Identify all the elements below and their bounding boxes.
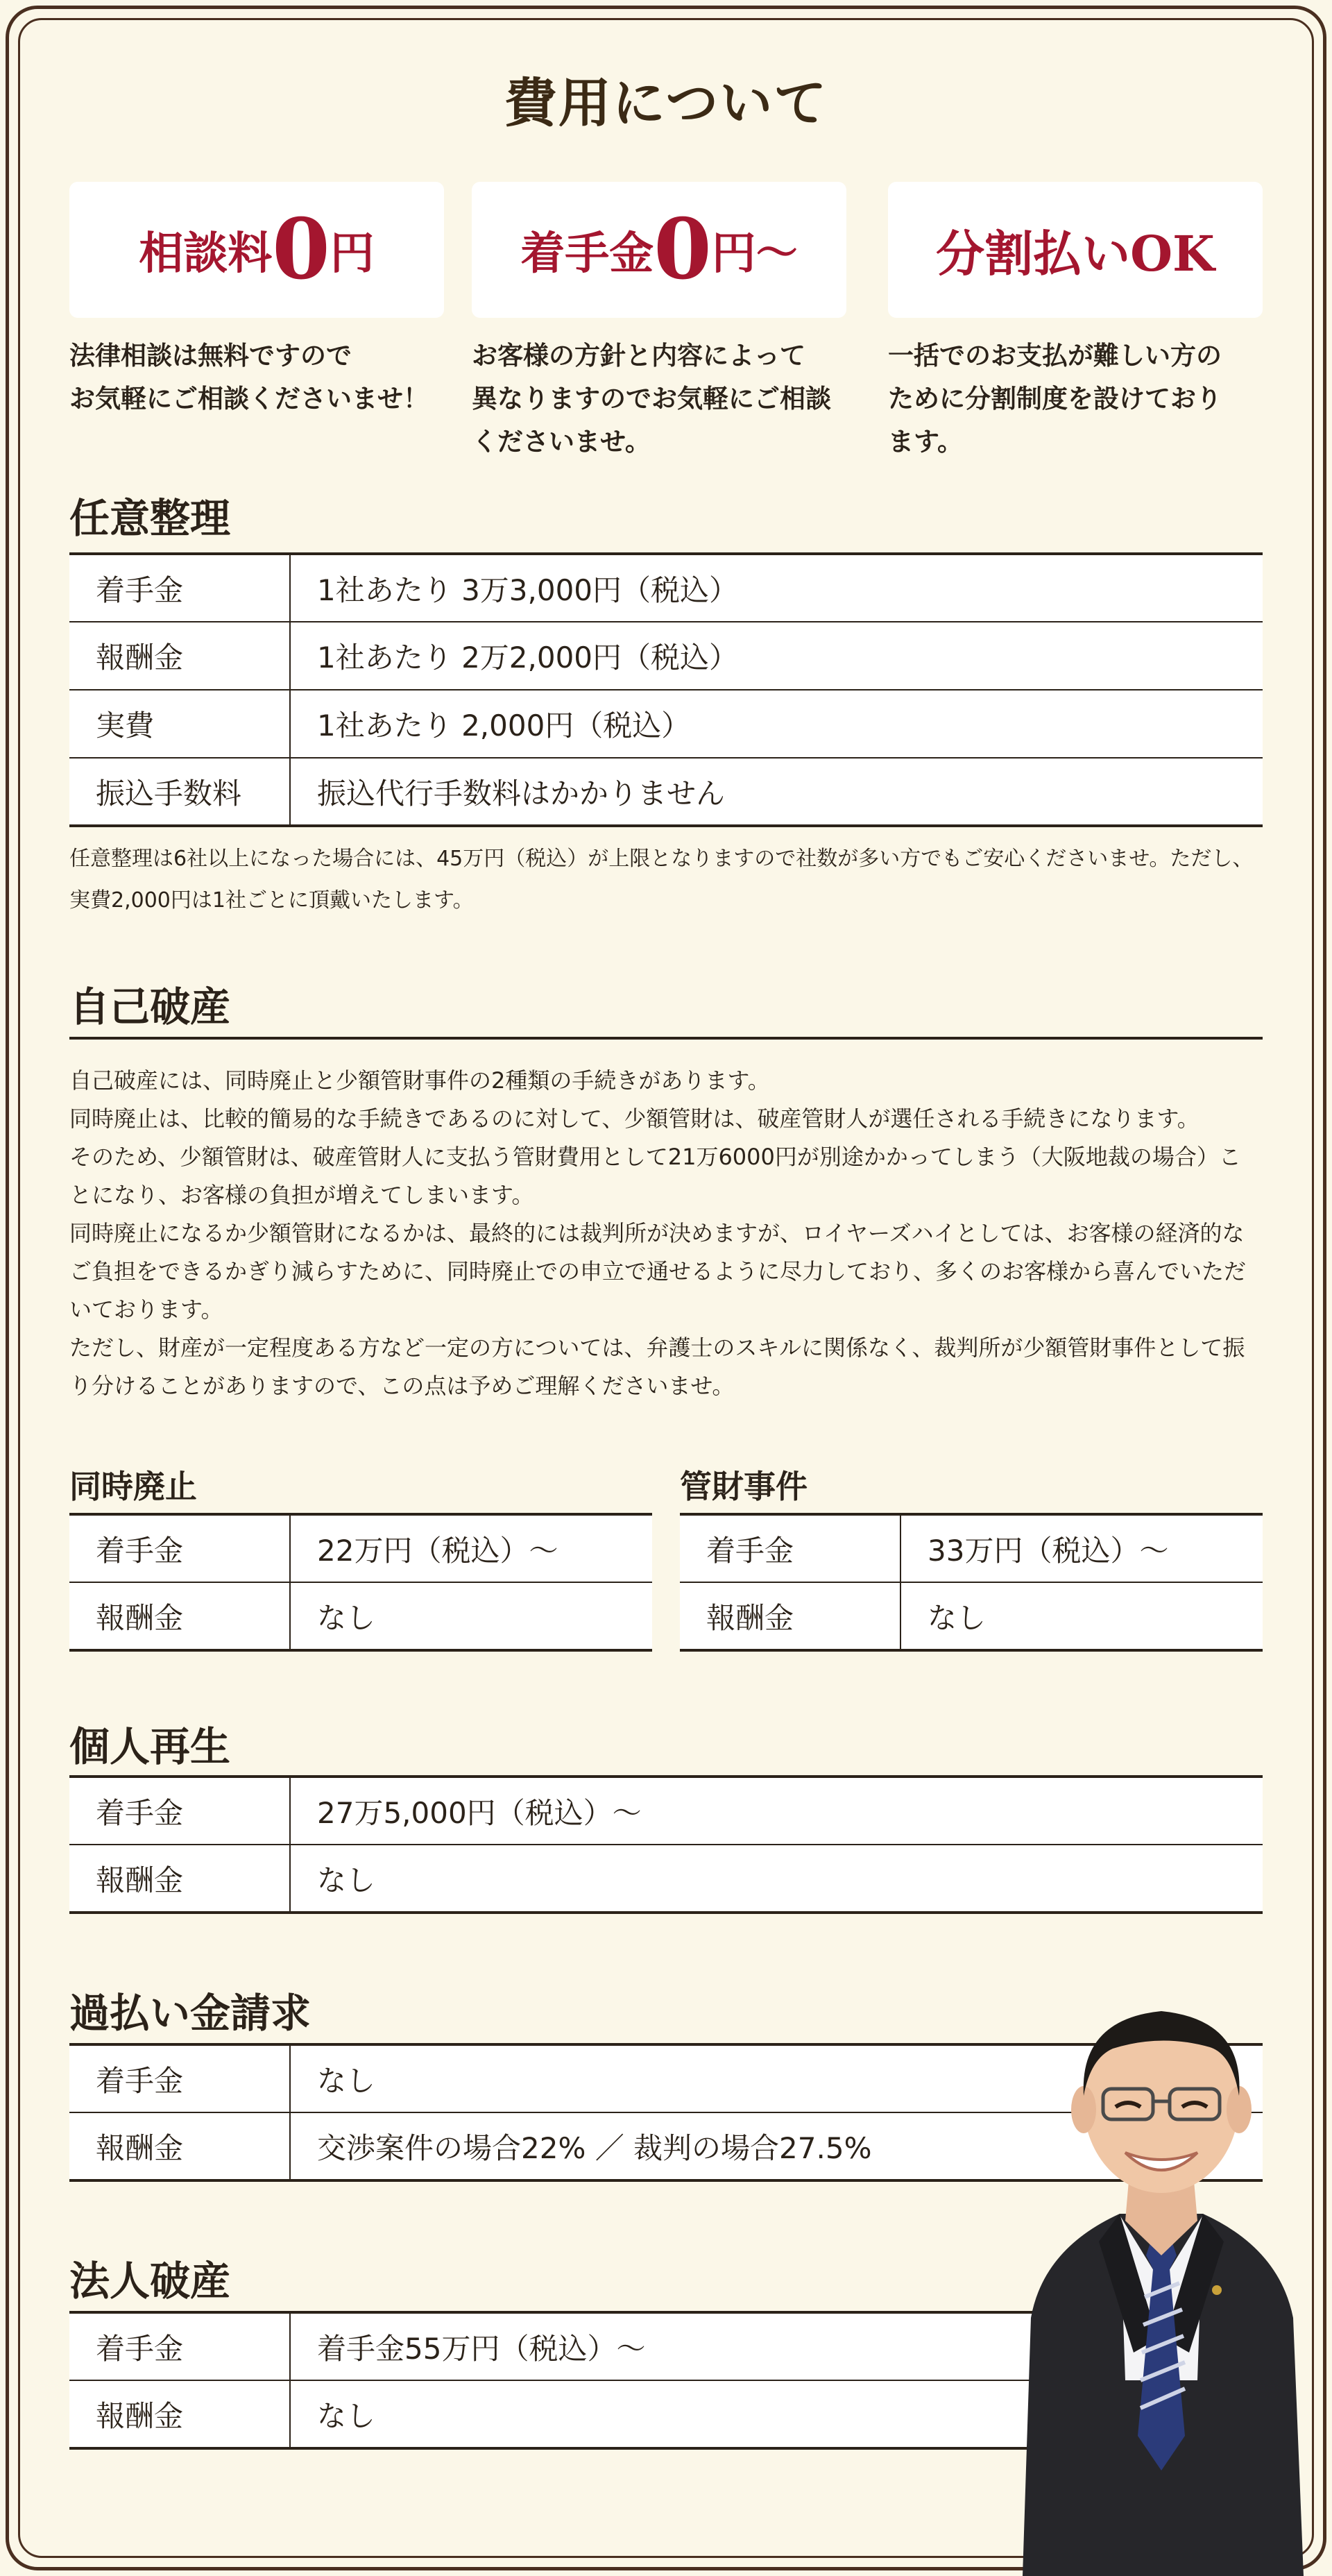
fee-table-kojin [69,1775,1263,1914]
row-value: なし [290,1582,652,1650]
row-value: 1社あたり 2万2,000円（税込） [290,622,1263,690]
row-value: 27万5,000円（税込）〜 [317,1795,642,1830]
paragraph: ただし、財産が一定程度ある方など一定の方については、弁護士のスキルに関係なく、裁判所が少額管財事件として振り分けることがありますので、この点は予めご理解くださいませ。 [69,1334,1245,1400]
row-label: 報酬金 [680,1582,900,1650]
table-row [69,758,1263,826]
table-row [69,554,1263,622]
nini-note: 任意整理は6社以上になった場合には、45万円（税込）が上限となりますので社数が多い方でもご安心くださいませ。ただし、実費2,000円は1社ごとに頂戴いたします。 [69,847,1254,913]
row-label: 報酬金 [69,622,290,690]
row-label: 着手金 [69,1514,290,1582]
lapel-pin [1212,2285,1222,2295]
feature-installments [888,182,1263,464]
row-value: 1社あたり 2,000円（税込） [290,690,1263,758]
row-value: なし [317,2063,376,2098]
fee-table-nini [69,552,1263,827]
feature-description-text: 一括でのお支払が難しい方の ために分割制度を設けており ます。 [888,341,1222,457]
feature-description [888,334,1263,464]
table-row [69,622,1263,690]
section-heading-nini: 任意整理 [69,495,231,542]
feature-zero-retainer [472,182,846,464]
row-value: なし [900,1582,1263,1650]
feature-number: 0 [272,201,330,298]
row-label: 着手金 [680,1514,900,1582]
jiko-explanation [69,1062,1263,1405]
section-heading-houjin: 法人破産 [69,2257,231,2305]
feature-tilde: 〜 [755,229,798,278]
row-value: なし [290,1845,1263,1913]
table-row [680,1582,1263,1650]
feature-label: 着手金 [520,228,654,280]
feature-free-consultation [69,182,444,421]
row-label: 実費 [69,690,290,758]
row-label: 報酬金 [69,2112,290,2180]
row-value: 1社あたり 3万3,000円（税込） [317,573,739,607]
feature-description-text: 法律相談は無料ですので お気軽にご相談くださいませ！ [69,341,429,414]
row-label: 振込手数料 [69,758,290,826]
lawyer-portrait [1016,1992,1307,2576]
row-label: 着手金 [69,554,290,622]
paragraph: 同時廃止になるか少額管財になるかは、最終的には裁判所が決めますが、ロイヤーズハイとしては、お客様の経済的なご負担をできるかぎり減らすために、同時廃止での申立で通せるように尽力しており、多くのお客様から喜んでいただいております。 [69,1220,1247,1323]
row-value: 33万円（税込）〜 [928,1533,1169,1568]
row-value: なし [290,2380,1263,2448]
row-value: 着手金55万円（税込）〜 [317,2331,646,2366]
feature-label: 相談料 [139,228,273,280]
table-row [69,1777,1263,1845]
feature-box [472,182,846,318]
feature-unit: 円 [711,228,756,280]
subheading-kanzai: 管財事件 [680,1468,808,1505]
paragraph: 自己破産には、同時廃止と少額管財事件の2種類の手続きがあります。 [69,1067,770,1094]
table-row [680,1514,1263,1582]
table-row [69,690,1263,758]
section-heading-kabarai: 過払い金請求 [69,1990,311,2037]
row-label: 着手金 [69,1777,290,1845]
section-heading-kojin: 個人再生 [69,1723,231,1770]
feature-description [69,334,444,421]
table-row [69,1582,652,1650]
row-value: 22万円（税込）〜 [317,1533,558,1568]
feature-box [888,182,1263,318]
row-value: 交渉案件の場合22% ／ 裁判の場合27.5% [290,2112,1263,2180]
feature-description [472,334,846,464]
feature-box [69,182,444,318]
row-label: 報酬金 [69,1582,290,1650]
table-row [69,1514,652,1582]
fee-table-kanzai [680,1513,1263,1652]
row-label: 着手金 [69,2044,290,2112]
row-label: 報酬金 [69,1845,290,1913]
feature-label: 分割払いOK [936,224,1215,282]
section-heading-jiko: 自己破産 [69,974,1263,1040]
paragraph: 同時廃止は、比較的簡易的な手続きであるのに対して、少額管財は、破産管財人が選任される手続きになります。 [69,1105,1199,1133]
feature-number: 0 [654,201,712,298]
row-label: 着手金 [69,2312,290,2380]
row-value: 振込代行手数料はかかりません [290,758,1263,826]
subheading-doji: 同時廃止 [69,1468,197,1505]
fee-table-doji [69,1513,652,1652]
row-label: 報酬金 [69,2380,290,2448]
paragraph: そのため、少額管財は、破産管財人に支払う管財費用として21万6000円が別途かかってしまう（大阪地裁の場合）ことになり、お客様の負担が増えてしまいます。 [69,1144,1241,1209]
feature-description-text: お客様の方針と内容によって 異なりますのでお気軽にご相談 くださいませ。 [472,341,831,457]
feature-unit: 円 [330,228,375,280]
table-row [69,1845,1263,1913]
page-title: 費用について [504,72,828,134]
